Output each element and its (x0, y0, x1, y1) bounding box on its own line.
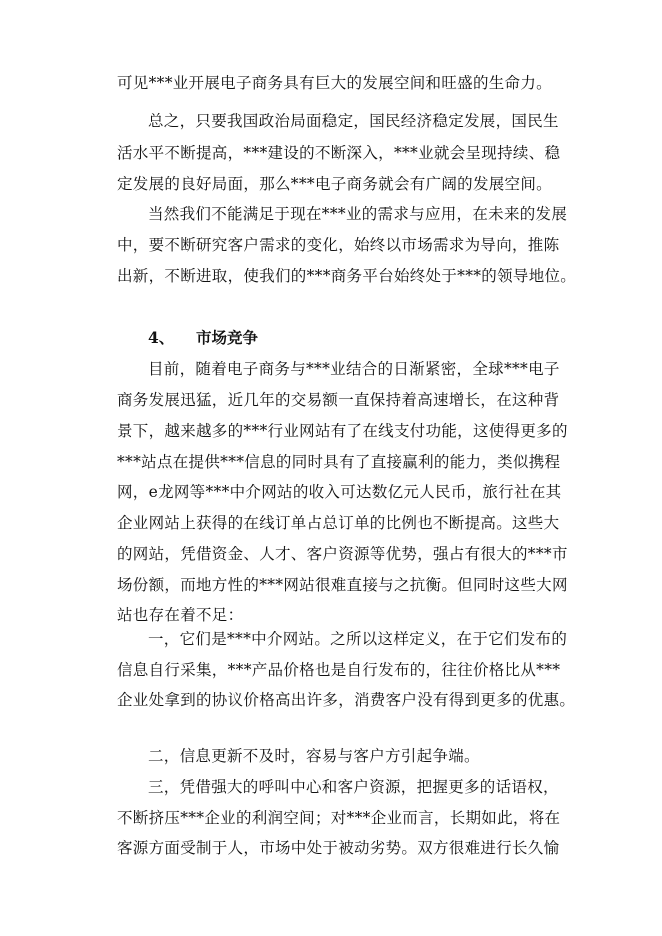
paragraph-line: 不断挤压***企业的利润空间；对***企业而言，长期如此，将在 (117, 809, 561, 827)
section-heading (148, 328, 258, 348)
paragraph-line: 二，信息更新不及时，容易与客户方引起争端。 (148, 747, 480, 765)
paragraph-line: 场份额，而地方性的***网站很难直接与之抗衡。但同时这些大网 (117, 576, 568, 594)
paragraph-line: 目前，随着电子商务与***业结合的日渐紧密，全球***电子 (148, 360, 560, 378)
paragraph-line: 网，e龙网等***中介网站的收入可达数亿元人民币，旅行社在其 (117, 483, 562, 501)
paragraph-line: 中，要不断研究客户需求的变化，始终以市场需求为导向，推陈 (117, 236, 560, 254)
paragraph-line: 站也存在着不足： (117, 606, 244, 624)
paragraph-line: 三，凭借强大的呼叫中心和客户资源，把握更多的话语权， (148, 778, 559, 796)
paragraph-line: 出新，不断进取，使我们的***商务平台始终处于***的领导地位。 (117, 267, 577, 285)
paragraph-line: 定发展的良好局面，那么***电子商务就会有广阔的发展空间。 (117, 175, 552, 193)
paragraph-line: 信息自行采集，***产品价格也是自行发布的，往往价格比从*** (117, 661, 561, 679)
paragraph-line: 一，它们是***中介网站。之所以这样定义，在于它们发布的 (148, 630, 568, 648)
section-number: 4、 (148, 328, 175, 347)
paragraph-line: 商务发展迅猛，近几年的交易额一直保持着高速增长，在这种背 (117, 391, 560, 409)
paragraph-line: 企业网站上获得的在线订单占总订单的比例也不断提高。这些大 (117, 514, 560, 532)
paragraph-line: 的网站，凭借资金、人才、客户资源等优势，强占有很大的***市 (117, 545, 568, 563)
paragraph-line: ***站点在提供***信息的同时具有了直接赢利的能力，类似携程 (117, 453, 561, 471)
paragraph-line: 客源方面受制于人，市场中处于被动劣势。双方很难进行长久愉 (117, 839, 560, 857)
paragraph-line: 当然我们不能满足于现在***业的需求与应用，在未来的发展 (148, 205, 568, 223)
paragraph-line: 景下，越来越多的***行业网站有了在线支付功能，这使得更多的 (117, 422, 568, 440)
paragraph-line: 企业处拿到的协议价格高出许多，消费客户没有得到更多的优惠。 (117, 691, 576, 709)
paragraph-line: 可见***业开展电子商务具有巨大的发展空间和旺盛的生命力。 (117, 74, 552, 92)
section-title: 市场竞争 (196, 328, 259, 347)
paragraph-line: 总之，只要我国政治局面稳定，国民经济稳定发展，国民生 (148, 112, 559, 130)
paragraph-line: 活水平不断提高，***建设的不断深入，***业就会呈现持续、稳 (117, 144, 561, 162)
